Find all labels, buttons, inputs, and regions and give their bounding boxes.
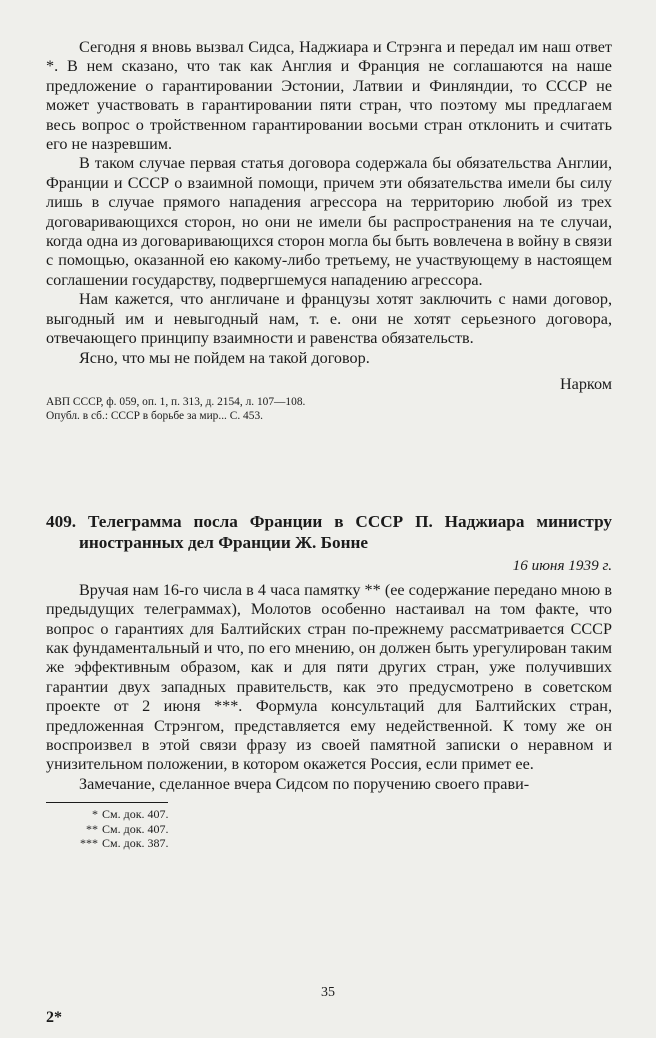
footnote xyxy=(46,807,612,821)
footnote-mark: ** xyxy=(86,821,98,836)
signature-mark: 2* xyxy=(46,1009,62,1026)
paragraph: Ясно, что мы не пойдем на такой договор. xyxy=(79,348,370,367)
footnote-divider xyxy=(46,802,168,803)
footnote-text: См. док. 387. xyxy=(102,835,169,850)
page-body xyxy=(46,38,612,850)
footnote-text: См. док. 407. xyxy=(102,821,169,836)
paragraph: Нам кажется, что англичане и французы хотят заключить с нами договор, выгодный им и невыгодный нам, т. е. они не хотят серьезного договора, отвечающего принципу взаимности и равенства обязательств. xyxy=(46,290,612,348)
footnote-mark: * xyxy=(92,807,98,822)
signature: Нарком xyxy=(559,374,612,393)
paragraph: В таком случае первая статья договора содержала бы обязательства Англии, Франции и СССР о взаимной помощи, причем эти обязательства имели бы силу лишь в случае прямого нападения агрессора на территорию любой из трех договаривающихся сторон, но они не имели бы распространения на те случаи, когда одна из договаривающихся сторон могла бы быть вовлечена в войну в связи с помощью, оказанной ею какому-либо третьему, не участвующему в настоящем соглашении государству, подвергшемуся нападению агрессора. xyxy=(46,154,612,289)
page-number: 35 xyxy=(321,985,335,1000)
footnotes xyxy=(46,807,612,850)
footnote xyxy=(46,822,612,836)
footnote-text: См. док. 407. xyxy=(102,807,169,822)
archive-reference: АВП СССР, ф. 059, оп. 1, п. 313, д. 2154, л. 107—108. Опубл. в сб.: СССР в борьбе за мир... С. 453. xyxy=(46,396,306,422)
footnote-mark: *** xyxy=(80,835,98,850)
paragraph: Сегодня я вновь вызвал Сидса, Наджиара и Стрэнга и передал им наш ответ *. В нем сказано, что так как Англия и Франция не соглашаются на наше предложение о гарантировании Эстонии, Латвии и Финляндии, то СССР не может участвовать в гарантировании пяти стран, что поэтому мы предлагаем весь вопрос о тройственном гарантировании восьми стран отклонить и считать его не назревшим. xyxy=(46,38,612,154)
document-date: 16 июня 1939 г. xyxy=(512,556,612,574)
document-text xyxy=(46,38,612,368)
document-heading: 409. Телеграмма посла Франции в СССР П. Наджиара министру иностранных дел Франции Ж. Бонне xyxy=(46,511,612,552)
telegram-text xyxy=(46,581,612,794)
paragraph: Вручая нам 16-го числа в 4 часа памятку ** (ее содержание передано мною в предыдущих телеграммах), Молотов особенно настаивал на том факте, что вопрос о гарантиях для Балтийских стран по-прежнему рассматривается СССР как фундаментальный и что, по его мнению, он должен быть урегулирован таким же эффективным образом, как и для пяти других стран, уже получивших гарантии двух западных правительств, как это предусмотрено в советском проекте от 2 июня ***. Формула консультаций для Балтийских стран, предложенная Стрэнгом, представляется ему недейственной. К тому же он воспроизвел в этой связи фразу из своей памятной записки о неравном и унизительном положении, в котором окажется Россия, если примет ее. xyxy=(46,580,612,774)
footnote xyxy=(46,836,612,850)
paragraph: Замечание, сделанное вчера Сидсом по поручению своего прави- xyxy=(79,774,530,793)
